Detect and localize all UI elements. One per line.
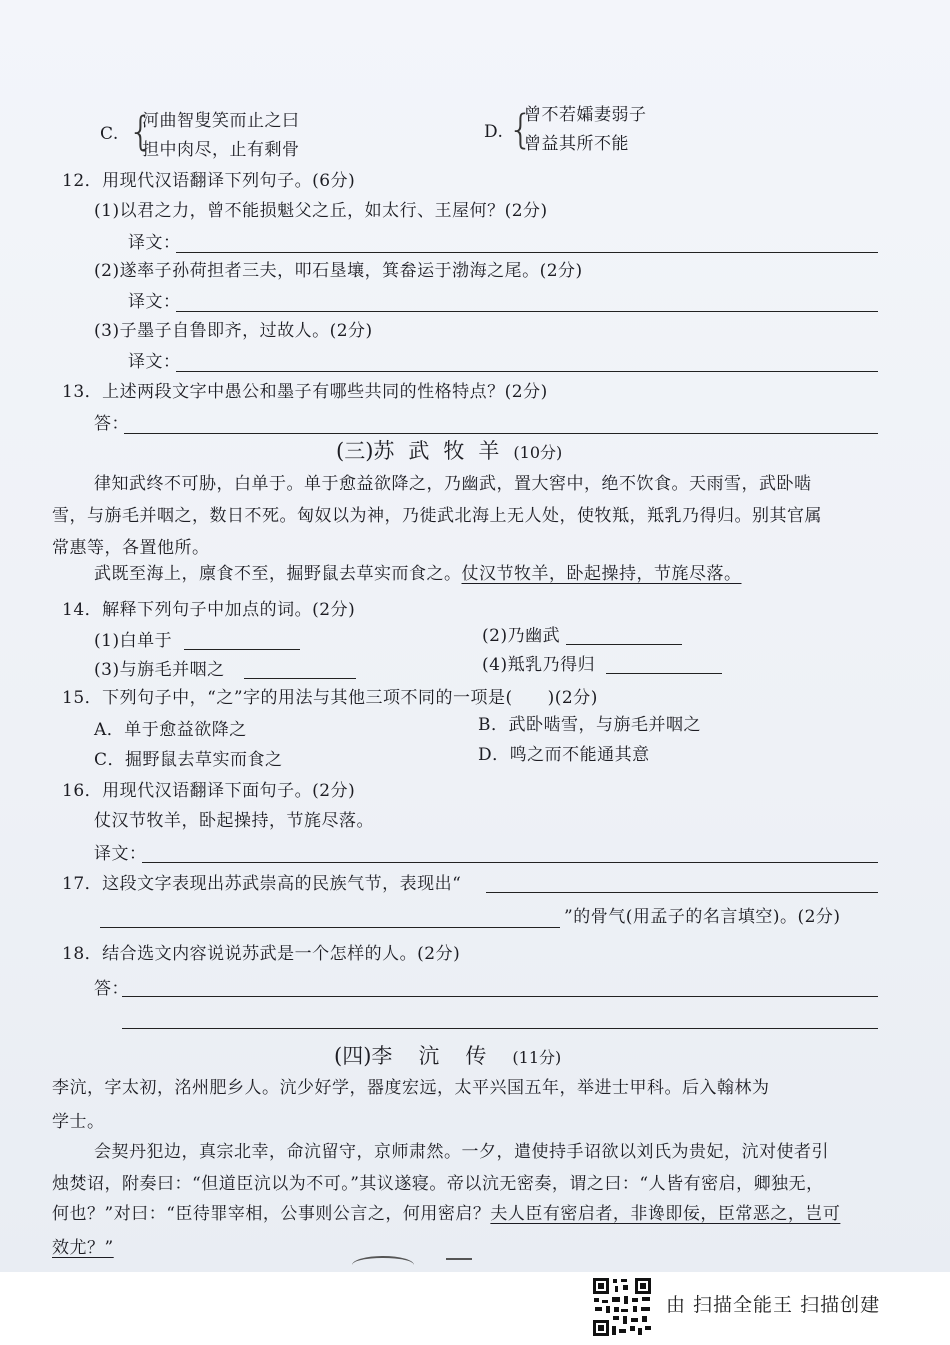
- section3-prefix: (三): [336, 439, 374, 463]
- q14-item3: (3)与旃毛并咽之: [94, 660, 225, 680]
- q11-option-d-line1: 曾不若孀妻弱子: [524, 105, 647, 125]
- q18-answer-line2[interactable]: [122, 1028, 878, 1029]
- section3-para2-plain: 武既至海上，廪食不至，掘野鼠去草实而食之。: [94, 564, 462, 584]
- q14-answer2-line[interactable]: [566, 644, 682, 645]
- q12-title: 12．用现代汉语翻译下列句子。(6分): [62, 171, 356, 191]
- qr-code-icon: [591, 1276, 653, 1338]
- section4-prefix: (四): [334, 1044, 372, 1068]
- brace-icon: {: [508, 107, 534, 153]
- q15-option-c: C．掘野鼠去草实而食之: [94, 750, 283, 770]
- q18-answer-line1[interactable]: [122, 996, 878, 997]
- section3-title: [336, 438, 562, 466]
- section3-para2: [94, 563, 742, 585]
- q12-answer2-line[interactable]: [176, 311, 878, 312]
- q15-title: 15．下列句子中，“之”字的用法与其他三项不同的一项是( )(2分): [62, 688, 598, 708]
- q18-answer-label: 答：: [94, 979, 129, 999]
- q14-answer3-line[interactable]: [244, 678, 356, 679]
- q11-option-c-label: C.: [100, 124, 119, 144]
- q15-option-b: B．武卧啮雪，与旃毛并咽之: [478, 715, 701, 735]
- section4-line4: 烛焚诏，附奏曰：“但道臣沆以为不可。”其议遂寝。帝以沆无密奏，谓之曰：“人皆有密启，卿独无，: [52, 1174, 824, 1194]
- q12-answer1-label: 译文：: [128, 233, 181, 253]
- section4-name: 李沆传: [371, 1044, 513, 1068]
- q15-option-a: A．单于愈益欲降之: [94, 720, 247, 740]
- section4-line2: 学士。: [52, 1112, 105, 1132]
- q17-tail: ”的骨气(用孟子的名言填空)。(2分): [564, 907, 841, 927]
- brace-icon: {: [128, 109, 154, 155]
- q13-title: 13．上述两段文字中愚公和墨子有哪些共同的性格特点？(2分): [62, 382, 548, 402]
- q12-item3: (3)子墨子自鲁即齐，过故人。(2分): [94, 321, 373, 341]
- q15-option-d: D．鸣之而不能通其意: [478, 745, 650, 765]
- q11-option-c-line2: 担中肉尽，止有剩骨: [142, 140, 300, 160]
- section4-score: (11分): [512, 1048, 562, 1067]
- q16-answer-line[interactable]: [142, 862, 878, 863]
- section4-title: [334, 1043, 561, 1071]
- section3-para2-underlined: 仗汉节牧羊，卧起操持，节旄尽落。: [461, 564, 742, 584]
- q16-sentence: 仗汉节牧羊，卧起操持，节旄尽落。: [94, 811, 374, 831]
- q12-answer3-label: 译文：: [128, 352, 181, 372]
- section4-line5-underlined: 夫人臣有密启者，非谗即佞，臣常恶之，岂可: [490, 1204, 841, 1224]
- page-number-dash: [446, 1258, 472, 1260]
- section3-score: (10分): [513, 443, 563, 462]
- q11-option-c-line1: 河曲智叟笑而止之曰: [142, 111, 300, 131]
- q14-item4: (4)羝乳乃得归: [482, 655, 596, 675]
- section3-para1-line2: 雪，与旃毛并咽之，数日不死。匈奴以为神，乃徙武北海上无人处，使牧羝，羝乳乃得归。别其官属: [52, 506, 822, 526]
- section4-line1: 李沆，字太初，洺州肥乡人。沆少好学，器度宏远，太平兴国五年，举进士甲科。后入翰林为: [52, 1078, 770, 1098]
- q16-answer-label: 译文：: [94, 844, 147, 864]
- q18-title: 18．结合选文内容说说苏武是一个怎样的人。(2分): [62, 944, 461, 964]
- scanner-credit: 由 扫描全能王 扫描创建: [666, 1294, 881, 1316]
- q11-option-d-line2: 曾益其所不能: [524, 134, 629, 154]
- q12-answer1-line[interactable]: [176, 252, 878, 253]
- section4-line5-plain: 何也？”对曰：“臣待罪宰相，公事则公言之，何用密启？: [52, 1204, 491, 1224]
- q13-answer-label: 答：: [94, 414, 129, 434]
- q14-item2: (2)乃幽武: [482, 626, 561, 646]
- q16-title: 16．用现代汉语翻译下面句子。(2分): [62, 781, 356, 801]
- q12-answer2-label: 译文：: [128, 292, 181, 312]
- q12-answer3-line[interactable]: [176, 371, 878, 372]
- q14-item1: (1)白单于: [94, 631, 173, 651]
- section3-para1-line3: 常惠等，各置他所。: [52, 538, 210, 558]
- q12-item1: (1)以君之力，曾不能损魁父之丘，如太行、王屋何？(2分): [94, 201, 548, 221]
- q14-answer4-line[interactable]: [606, 673, 722, 674]
- section4-line6: [52, 1237, 114, 1259]
- q17-answer-line2[interactable]: [100, 927, 560, 928]
- q14-answer1-line[interactable]: [184, 649, 300, 650]
- section4-line6-underlined: 效尤？”: [52, 1238, 114, 1258]
- q14-title: 14．解释下列句子中加点的词。(2分): [62, 600, 356, 620]
- section4-line5: [52, 1203, 840, 1225]
- q13-answer-line[interactable]: [124, 433, 878, 434]
- section3-name: 苏武牧羊: [373, 439, 514, 463]
- section3-para1-line1: 律知武终不可胁，白单于。单于愈益欲降之，乃幽武，置大窖中，绝不饮食。天雨雪，武卧啮: [94, 474, 812, 494]
- section4-line3: 会契丹犯边，真宗北幸，命沆留守，京师肃然。一夕，遣使持手诏欲以刘氏为贵妃，沆对使者引: [94, 1142, 829, 1162]
- q12-item2: (2)遂率子孙荷担者三夫，叩石垦壤，箕畚运于渤海之尾。(2分): [94, 261, 583, 281]
- q11-option-d-label: D.: [484, 122, 504, 142]
- q17-title: 17．这段文字表现出苏武崇高的民族气节，表现出“: [62, 874, 462, 894]
- q17-answer-line1[interactable]: [486, 892, 878, 893]
